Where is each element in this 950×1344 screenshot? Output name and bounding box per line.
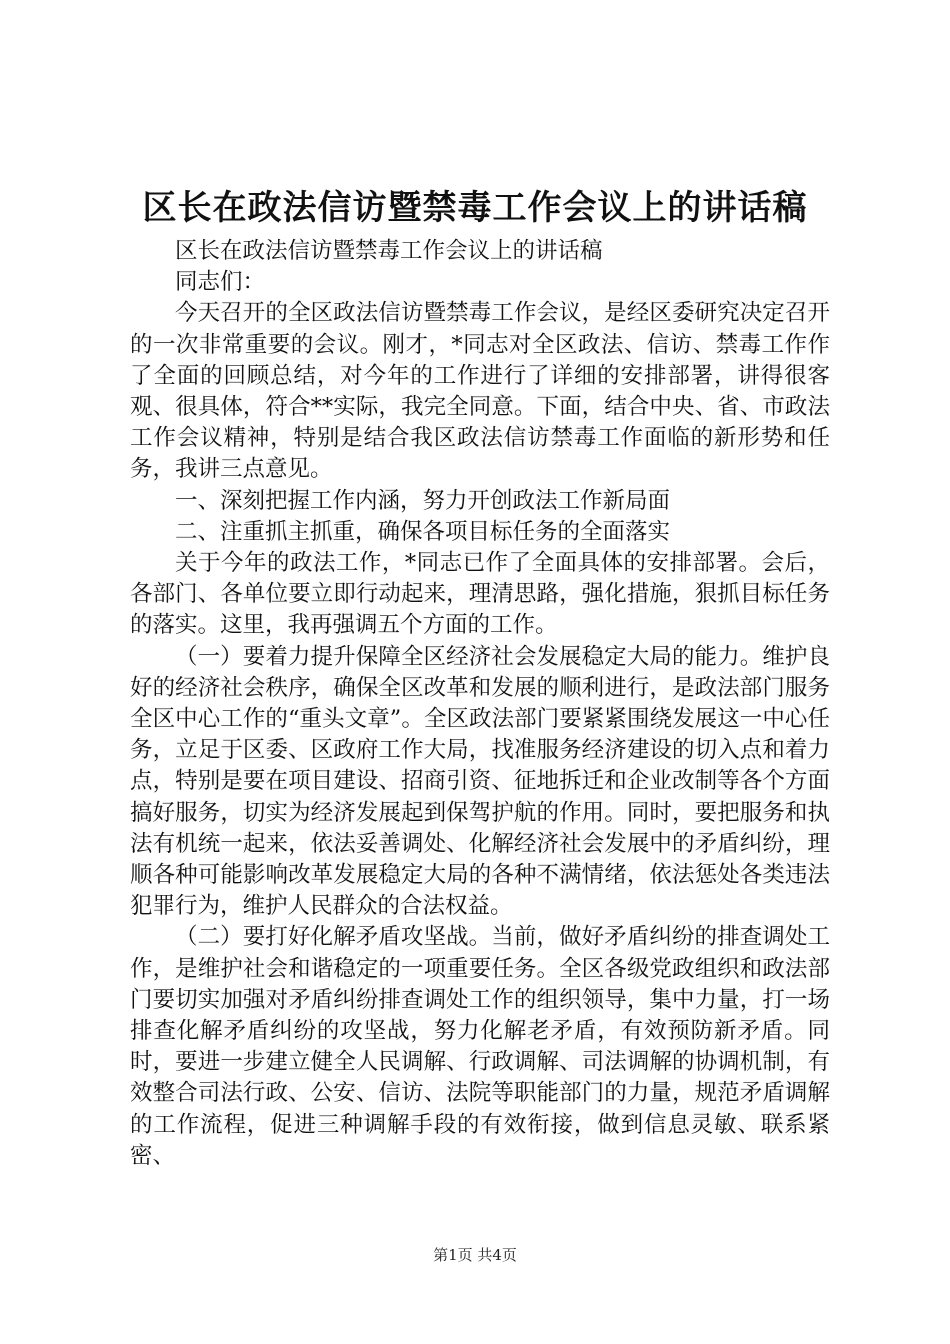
paragraph-point-1: （一）要着力提升保障全区经济社会发展稳定大局的能力。维护良好的经济社会秩序，确保全区改革和发展的顺利进行，是政法部门服务全区中心工作的“重头文章”。全区政法部门要紧紧围绕发展这一中心任务，立足于区委、区政府工作大局，找准服务经济建设的切入点和着力点，特别是要在项目建设、招商引资、征地拆迁和企业改制等各个方面搞好服务，切实为经济发展起到保驾护航的作用。同时，要把服务和执法有机统一起来，依法妥善调处、化解经济社会发展中的矛盾纠纷，理顺各种可能影响改革发展稳定大局的各种不满情绪，依法惩处各类违法犯罪行为，维护人民群众的合法权益。 <box>130 643 830 920</box>
section-heading-2: 二、注重抓主抓重，确保各项目标任务的全面落实 <box>175 518 671 545</box>
page-number-footer: 第1页 共4页 <box>433 1246 517 1264</box>
paragraph-point-2: （二）要打好化解矛盾攻坚战。当前，做好矛盾纠纷的排查调处工作，是维护社会和谐稳定的一项重要任务。全区各级党政组织和政法部门要切实加强对矛盾纠纷排查调处工作的组织领导，集中力量，打一场排查化解矛盾纠纷的攻坚战，努力化解老矛盾，有效预防新矛盾。同时，要进一步建立健全人民调解、行政调解、司法调解的协调机制，有效整合司法行政、公安、信访、法院等职能部门的力量，规范矛盾调解的工作流程，促进三种调解手段的有效衔接，做到信息灵敏、联系紧密、 <box>130 924 830 1169</box>
document-title: 区长在政法信访暨禁毒工作会议上的讲话稿 <box>142 188 808 228</box>
section-heading-1: 一、深刻把握工作内涵，努力开创政法工作新局面 <box>175 487 671 514</box>
paragraph-heading-repeat: 区长在政法信访暨禁毒工作会议上的讲话稿 <box>175 238 603 264</box>
paragraph-salutation: 同志们： <box>175 269 266 296</box>
paragraph-overview: 关于今年的政法工作，*同志已作了全面具体的安排部署。会后，各部门、各单位要立即行动起来，理清思路，强化措施，狠抓目标任务的落实。这里，我再强调五个方面的工作。 <box>130 550 830 639</box>
document-body <box>130 236 830 1172</box>
paragraph-intro: 今天召开的全区政法信访暨禁毒工作会议，是经区委研究决定召开的一次非常重要的会议。刚才，*同志对全区政法、信访、禁毒工作作了全面的回顾总结，对今年的工作进行了详细的安排部署，讲得很客观、很具体，符合**实际，我完全同意。下面，结合中央、省、市政法工作会议精神，特别是结合我区政法信访禁毒工作面临的新形势和任务，我讲三点意见。 <box>130 300 830 483</box>
